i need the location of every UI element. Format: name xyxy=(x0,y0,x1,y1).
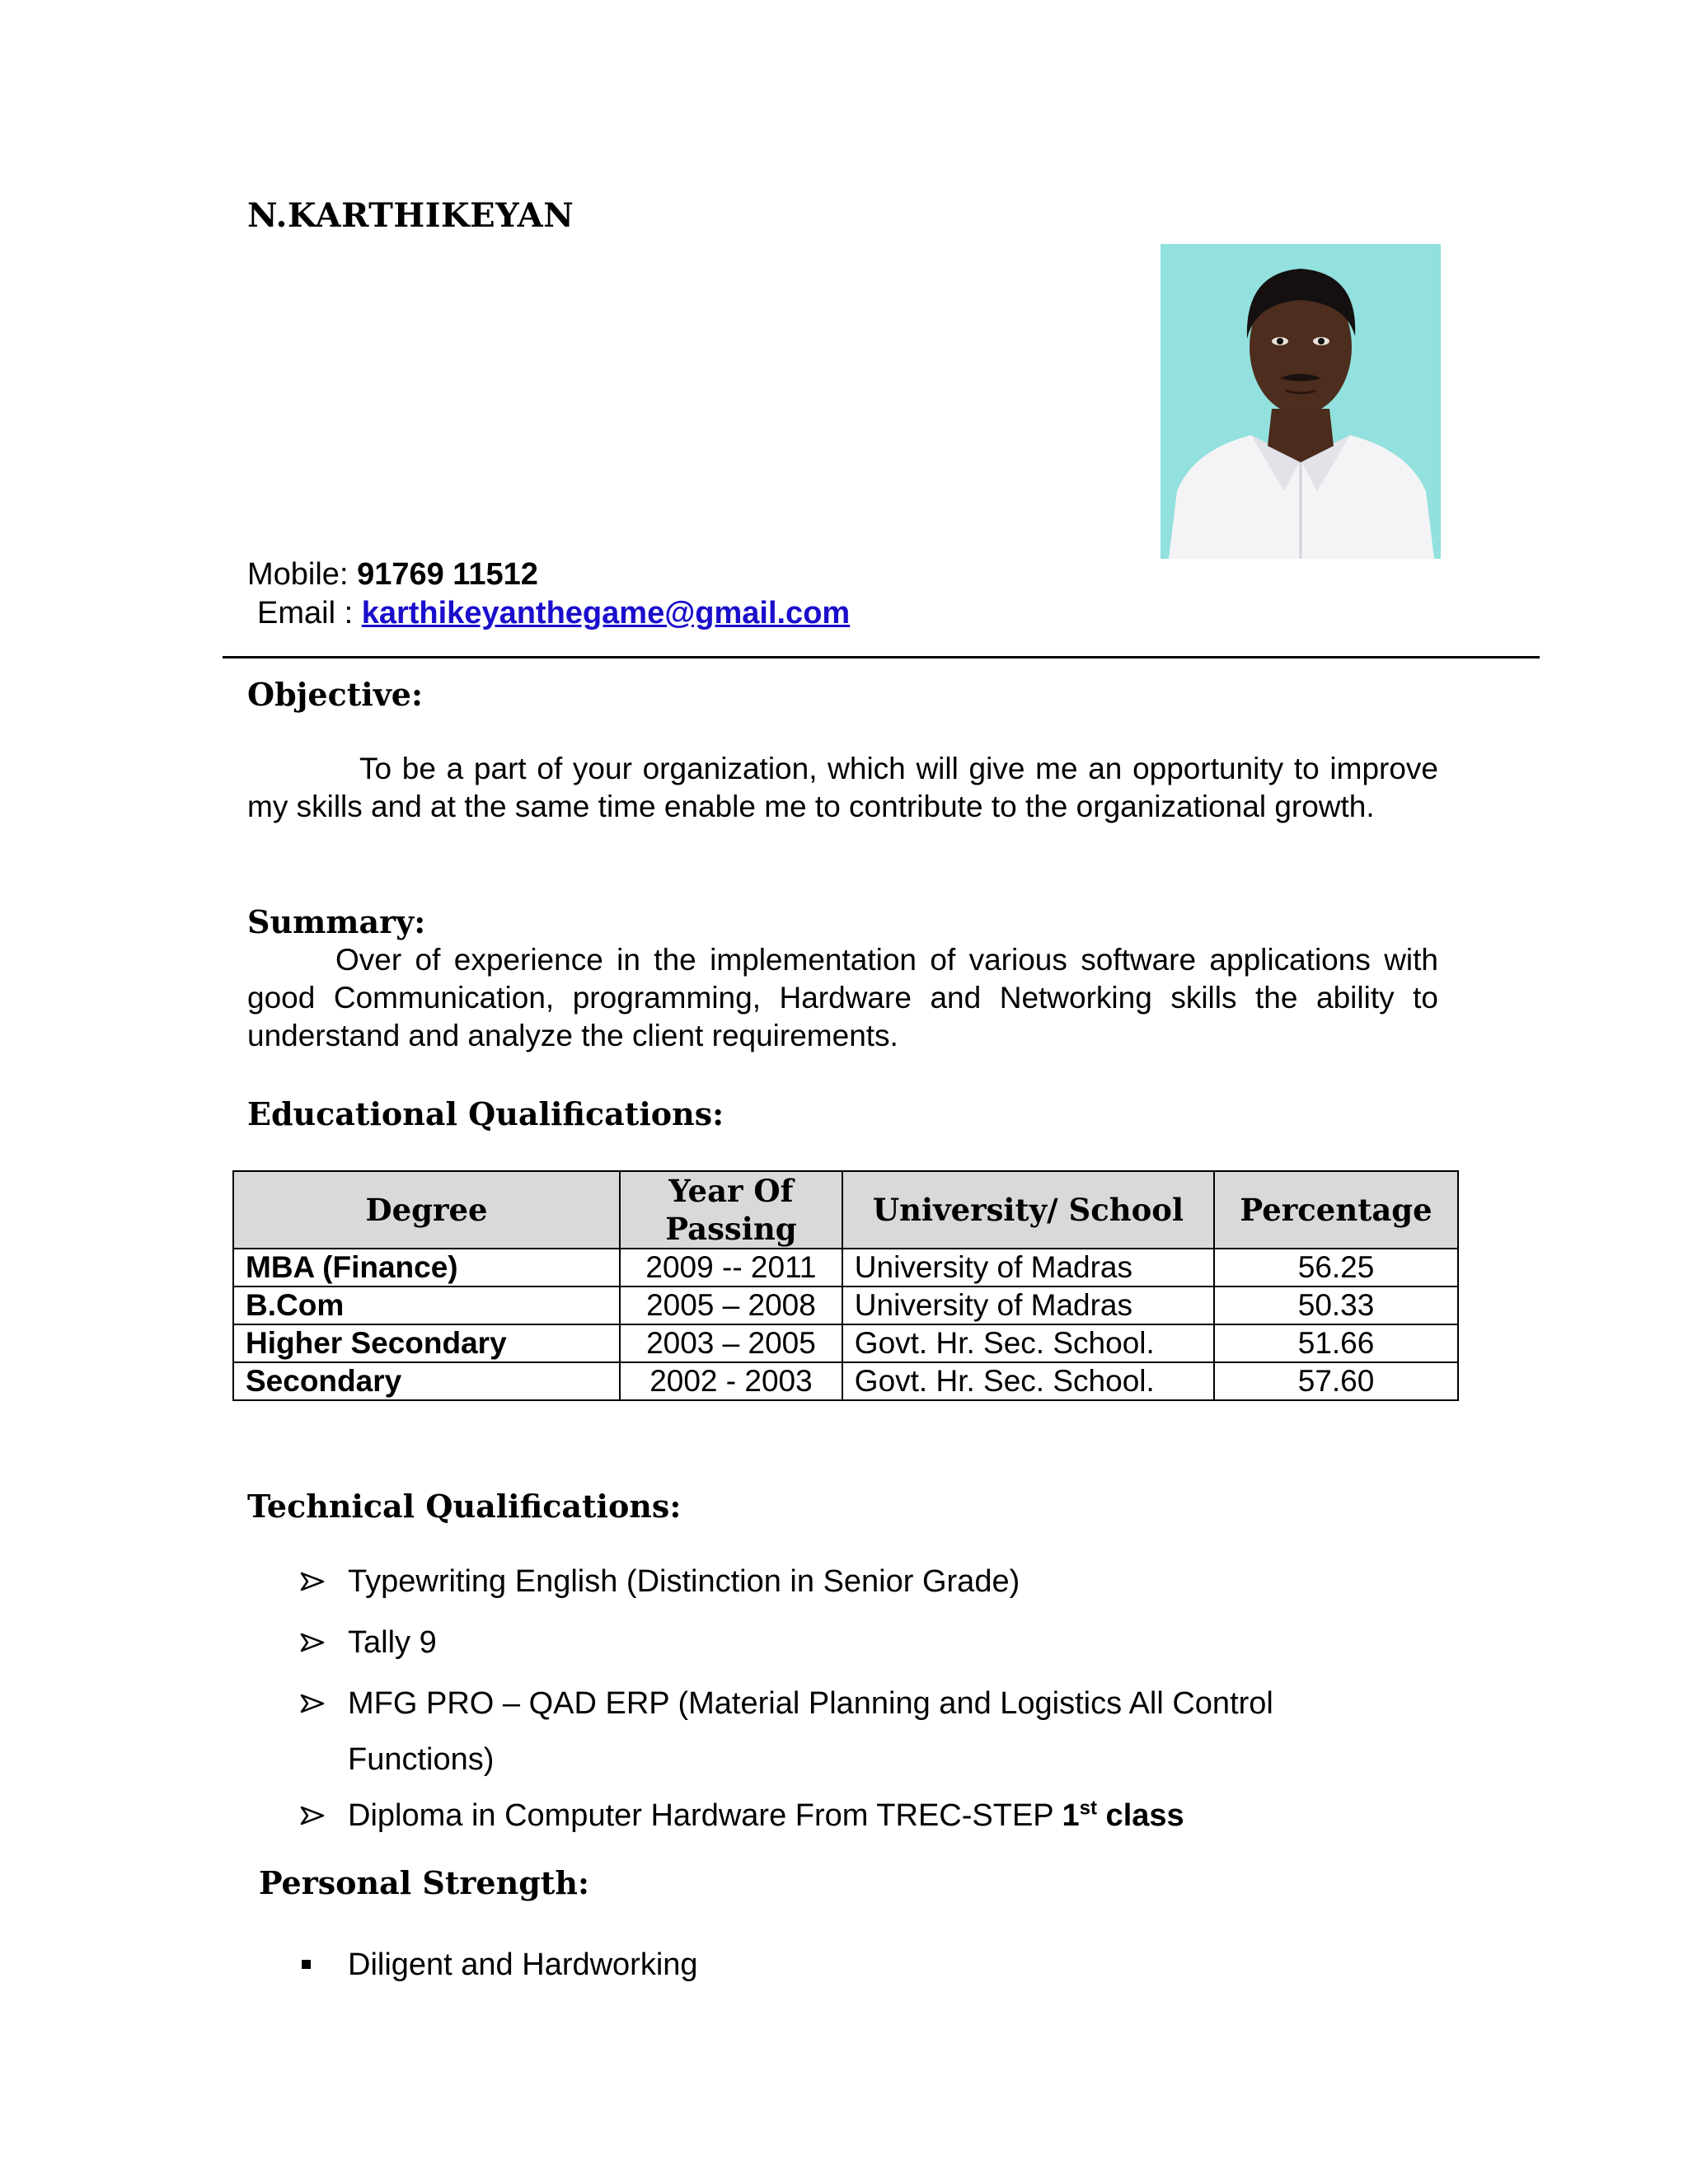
table-header-row xyxy=(233,1171,1458,1249)
mobile-line xyxy=(247,557,538,593)
candidate-name: N.KARTHIKEYAN xyxy=(247,196,574,235)
column-header-percentage: Percentage xyxy=(1214,1171,1458,1249)
list-item-text: MFG PRO – QAD ERP (Material Planning and Logistics All Control xyxy=(348,1686,1273,1721)
arrow-bullet-icon xyxy=(298,1797,328,1835)
list-item xyxy=(298,1797,1502,1835)
technical-heading: Technical Qualifications: xyxy=(247,1488,682,1525)
arrow-bullet-icon xyxy=(298,1685,328,1722)
email-link[interactable]: karthikeyanthegame@gmail.com xyxy=(361,596,851,630)
table-row xyxy=(233,1249,1458,1286)
school-cell: Govt. Hr. Sec. School. xyxy=(842,1362,1214,1400)
list-item xyxy=(298,1685,1502,1779)
list-item-text-continued: Functions) xyxy=(348,1742,495,1777)
degree-cell: Higher Secondary xyxy=(233,1324,620,1362)
header-divider xyxy=(223,656,1540,658)
arrow-bullet-icon xyxy=(298,1624,328,1661)
degree-cell: Secondary xyxy=(233,1362,620,1400)
mobile-number: 91769 11512 xyxy=(357,557,538,592)
year-cell: 2009 -- 2011 xyxy=(620,1249,842,1286)
objective-text: To be a part of your organization, which will give me an opportunity to improve my skills and at the same time enable me to contribute to the organizational growth. xyxy=(247,752,1438,823)
column-header-school: University/ School xyxy=(842,1171,1214,1249)
percentage-cell: 57.60 xyxy=(1214,1362,1458,1400)
year-cell: 2005 – 2008 xyxy=(620,1286,842,1324)
list-item xyxy=(298,1946,698,1984)
class-ordinal: st xyxy=(1079,1797,1097,1820)
list-item-text: Diploma in Computer Hardware From TREC-STEP xyxy=(348,1798,1062,1833)
person-photo-icon xyxy=(1160,244,1441,559)
school-cell: Govt. Hr. Sec. School. xyxy=(842,1324,1214,1362)
school-cell: University of Madras xyxy=(842,1286,1214,1324)
email-label: Email : xyxy=(257,596,362,630)
year-cell: 2003 – 2005 xyxy=(620,1324,842,1362)
list-item-text: Typewriting English (Distinction in Senior Grade) xyxy=(348,1564,1020,1599)
percentage-cell: 50.33 xyxy=(1214,1286,1458,1324)
degree-cell: MBA (Finance) xyxy=(233,1249,620,1286)
column-header-year: Year Of Passing xyxy=(620,1171,842,1249)
class-word: class xyxy=(1097,1798,1184,1833)
year-cell: 2002 - 2003 xyxy=(620,1362,842,1400)
summary-text: Over of experience in the implementation of various software applications with good Communication, programming, Hardware and Networking skills the ability to understand and analyze the client requirements. xyxy=(247,943,1438,1052)
square-bullet-icon xyxy=(302,1960,311,1969)
arrow-bullet-icon xyxy=(298,1563,328,1601)
percentage-cell: 51.66 xyxy=(1214,1324,1458,1362)
column-header-degree: Degree xyxy=(233,1171,620,1249)
strength-list xyxy=(298,1946,698,1984)
list-item xyxy=(298,1563,1502,1601)
table-row xyxy=(233,1324,1458,1362)
objective-heading: Objective: xyxy=(247,676,424,713)
percentage-cell: 56.25 xyxy=(1214,1249,1458,1286)
education-heading: Educational Qualifications: xyxy=(247,1095,724,1132)
education-table xyxy=(232,1170,1459,1401)
technical-list xyxy=(298,1563,1502,1858)
mobile-label: Mobile: xyxy=(247,557,358,592)
strength-heading: Personal Strength: xyxy=(259,1864,590,1901)
table-row xyxy=(233,1362,1458,1400)
class-number: 1 xyxy=(1062,1798,1080,1833)
email-line xyxy=(257,596,850,631)
profile-photo xyxy=(1160,244,1441,559)
table-row xyxy=(233,1286,1458,1324)
list-item-text: Diligent and Hardworking xyxy=(348,1947,698,1982)
degree-cell: B.Com xyxy=(233,1286,620,1324)
list-item-text: Tally 9 xyxy=(348,1625,437,1660)
school-cell: University of Madras xyxy=(842,1249,1214,1286)
summary-heading: Summary: xyxy=(247,903,426,940)
list-item xyxy=(298,1624,1502,1661)
